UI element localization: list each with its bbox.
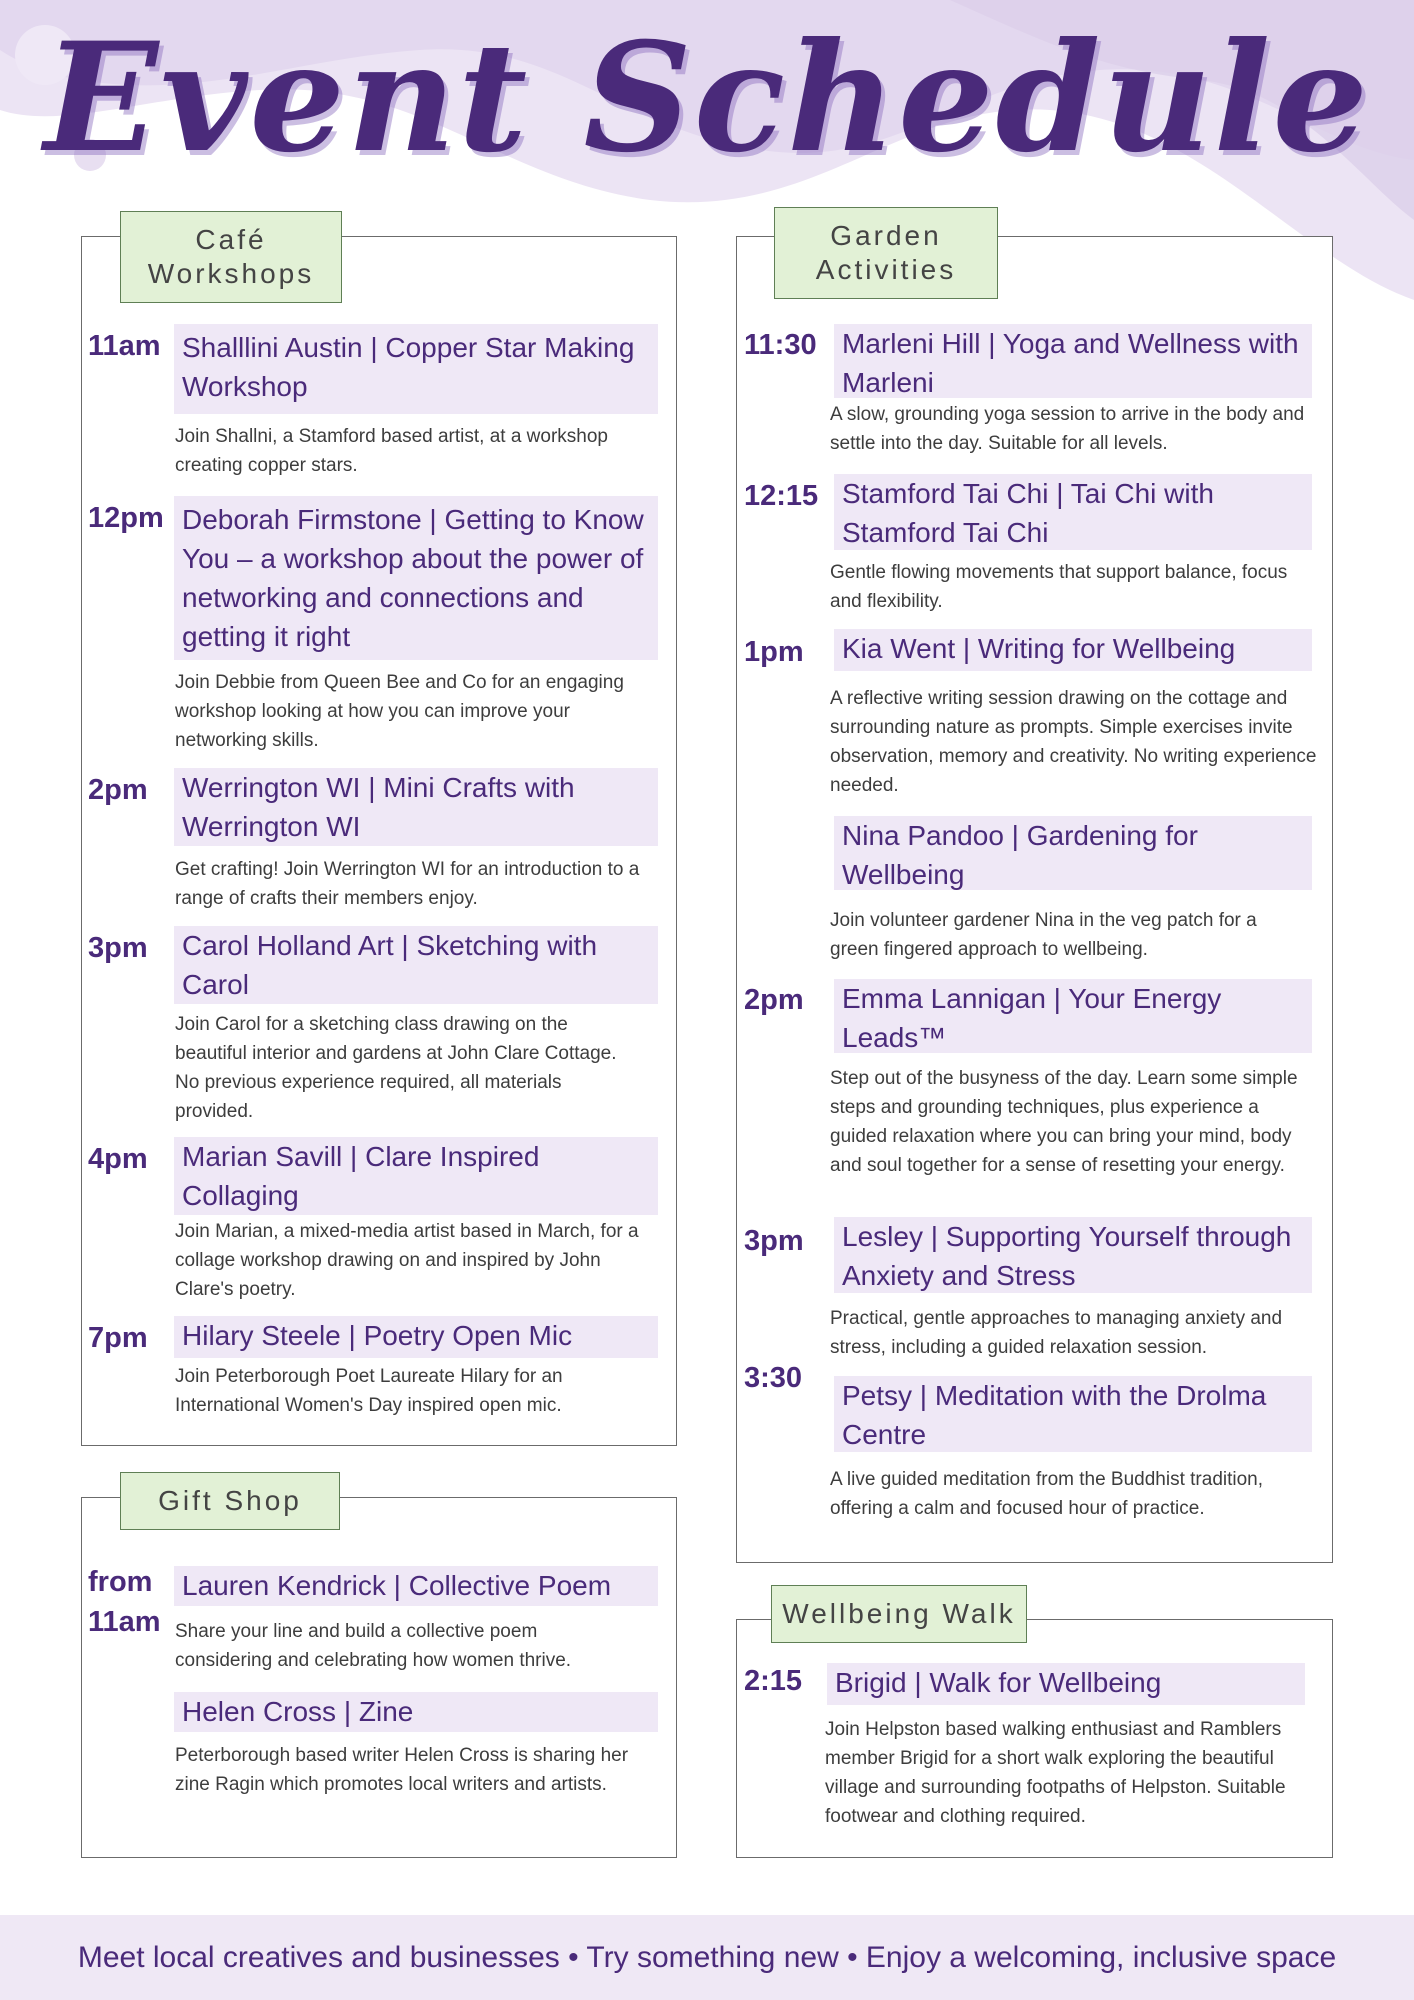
event-description: Join Marian, a mixed-media artist based in March, for a collage workshop drawing on and inspired by John Clare's poetry. <box>175 1221 639 1300</box>
event-description: Join Helpston based walking enthusiast and Ramblers member Brigid for a short walk exploring the beautiful village and surrounding footpaths of Helpston. Suitable footwear and clothing required. <box>825 1719 1286 1827</box>
event-title: Kia Went | Writing for Wellbeing <box>834 629 1312 671</box>
event-description: Share your line and build a collective poem considering and celebrating how women thrive. <box>175 1621 572 1671</box>
event-time: 2:15 <box>744 1665 803 1697</box>
event-title: Brigid | Walk for Wellbeing <box>827 1663 1305 1705</box>
event-title: Helen Cross | Zine <box>174 1692 658 1732</box>
event-title: Marleni Hill | Yoga and Wellness with Marleni <box>834 324 1312 398</box>
garden-activities-heading: Garden Activities <box>774 207 998 299</box>
event-time: 12pm <box>88 502 164 534</box>
event-time: 11:30 <box>744 329 817 361</box>
event-time: 3pm <box>88 932 148 964</box>
event-title: Lauren Kendrick | Collective Poem <box>174 1566 658 1606</box>
event-title: Carol Holland Art | Sketching with Carol <box>174 926 658 1004</box>
event-description: A live guided meditation from the Buddhist tradition, offering a calm and focused hour of practice. <box>830 1469 1264 1519</box>
event-time: 4pm <box>88 1143 148 1175</box>
event-title: Nina Pandoo | Gardening for Wellbeing <box>834 816 1312 890</box>
event-description: Practical, gentle approaches to managing anxiety and stress, including a guided relaxation session. <box>830 1308 1283 1358</box>
event-title: Petsy | Meditation with the Drolma Centre <box>834 1376 1312 1452</box>
event-title: Shalllini Austin | Copper Star Making Workshop <box>174 324 658 414</box>
event-title: Werrington WI | Mini Crafts with Werrington WI <box>174 768 658 846</box>
event-title: Deborah Firmstone | Getting to Know You – a workshop about the power of networking and connections and getting it right <box>174 496 658 660</box>
event-title: Emma Lannigan | Your Energy Leads™ <box>834 979 1312 1053</box>
event-time: 7pm <box>88 1322 148 1354</box>
gift-shop-section <box>81 1497 677 1858</box>
event-time: 1pm <box>744 636 804 668</box>
event-title: Hilary Steele | Poetry Open Mic <box>174 1316 658 1358</box>
cafe-workshops-heading: Café Workshops <box>120 211 342 303</box>
event-time: 2pm <box>744 984 804 1016</box>
event-description: Join Shallni, a Stamford based artist, at a workshop creating copper stars. <box>175 426 609 476</box>
event-title: Stamford Tai Chi | Tai Chi with Stamford Tai Chi <box>834 474 1312 550</box>
event-time: 12:15 <box>744 480 819 512</box>
event-description: Join volunteer gardener Nina in the veg patch for a green fingered approach to wellbeing. <box>830 910 1257 960</box>
event-time: from 11am <box>88 1566 161 1638</box>
event-description: Join Debbie from Queen Bee and Co for an engaging workshop looking at how you can improve your networking skills. <box>175 672 624 751</box>
event-description: A reflective writing session drawing on the cottage and surrounding nature as prompts. Simple exercises invite observation, memory and creativity. No writing experience needed. <box>830 688 1317 796</box>
event-description: Get crafting! Join Werrington WI for an introduction to a range of crafts their members enjoy. <box>175 859 640 909</box>
event-time: 2pm <box>88 774 148 806</box>
event-title: Marian Savill | Clare Inspired Collaging <box>174 1137 658 1215</box>
event-description: A slow, grounding yoga session to arrive in the body and settle into the day. Suitable for all levels. <box>830 404 1305 454</box>
event-description: Step out of the busyness of the day. Learn some simple steps and grounding techniques, plus experience a guided relaxation where you can bring your mind, body and soul together for a sense of resetting your energy. <box>830 1068 1298 1176</box>
footer-banner: Meet local creatives and businesses • Try something new • Enjoy a welcoming, inclusive space <box>0 1915 1414 2000</box>
event-description: Join Carol for a sketching class drawing on the beautiful interior and gardens at John Clare Cottage. No previous experience required, all materials provided. <box>175 1014 617 1122</box>
event-description: Peterborough based writer Helen Cross is sharing her zine Ragin which promotes local writers and artists. <box>175 1745 629 1795</box>
event-title: Lesley | Supporting Yourself through Anxiety and Stress <box>834 1217 1312 1293</box>
gift-shop-heading: Gift Shop <box>120 1472 340 1530</box>
event-time: 3:30 <box>744 1362 803 1394</box>
page-title: Event Schedule <box>44 10 1370 186</box>
event-time: 3pm <box>744 1225 804 1257</box>
event-description: Join Peterborough Poet Laureate Hilary for an International Women's Day inspired open mic. <box>175 1366 563 1416</box>
event-description: Gentle flowing movements that support balance, focus and flexibility. <box>830 562 1288 612</box>
event-time: 11am <box>88 330 161 362</box>
wellbeing-walk-heading: Wellbeing Walk <box>771 1585 1027 1643</box>
